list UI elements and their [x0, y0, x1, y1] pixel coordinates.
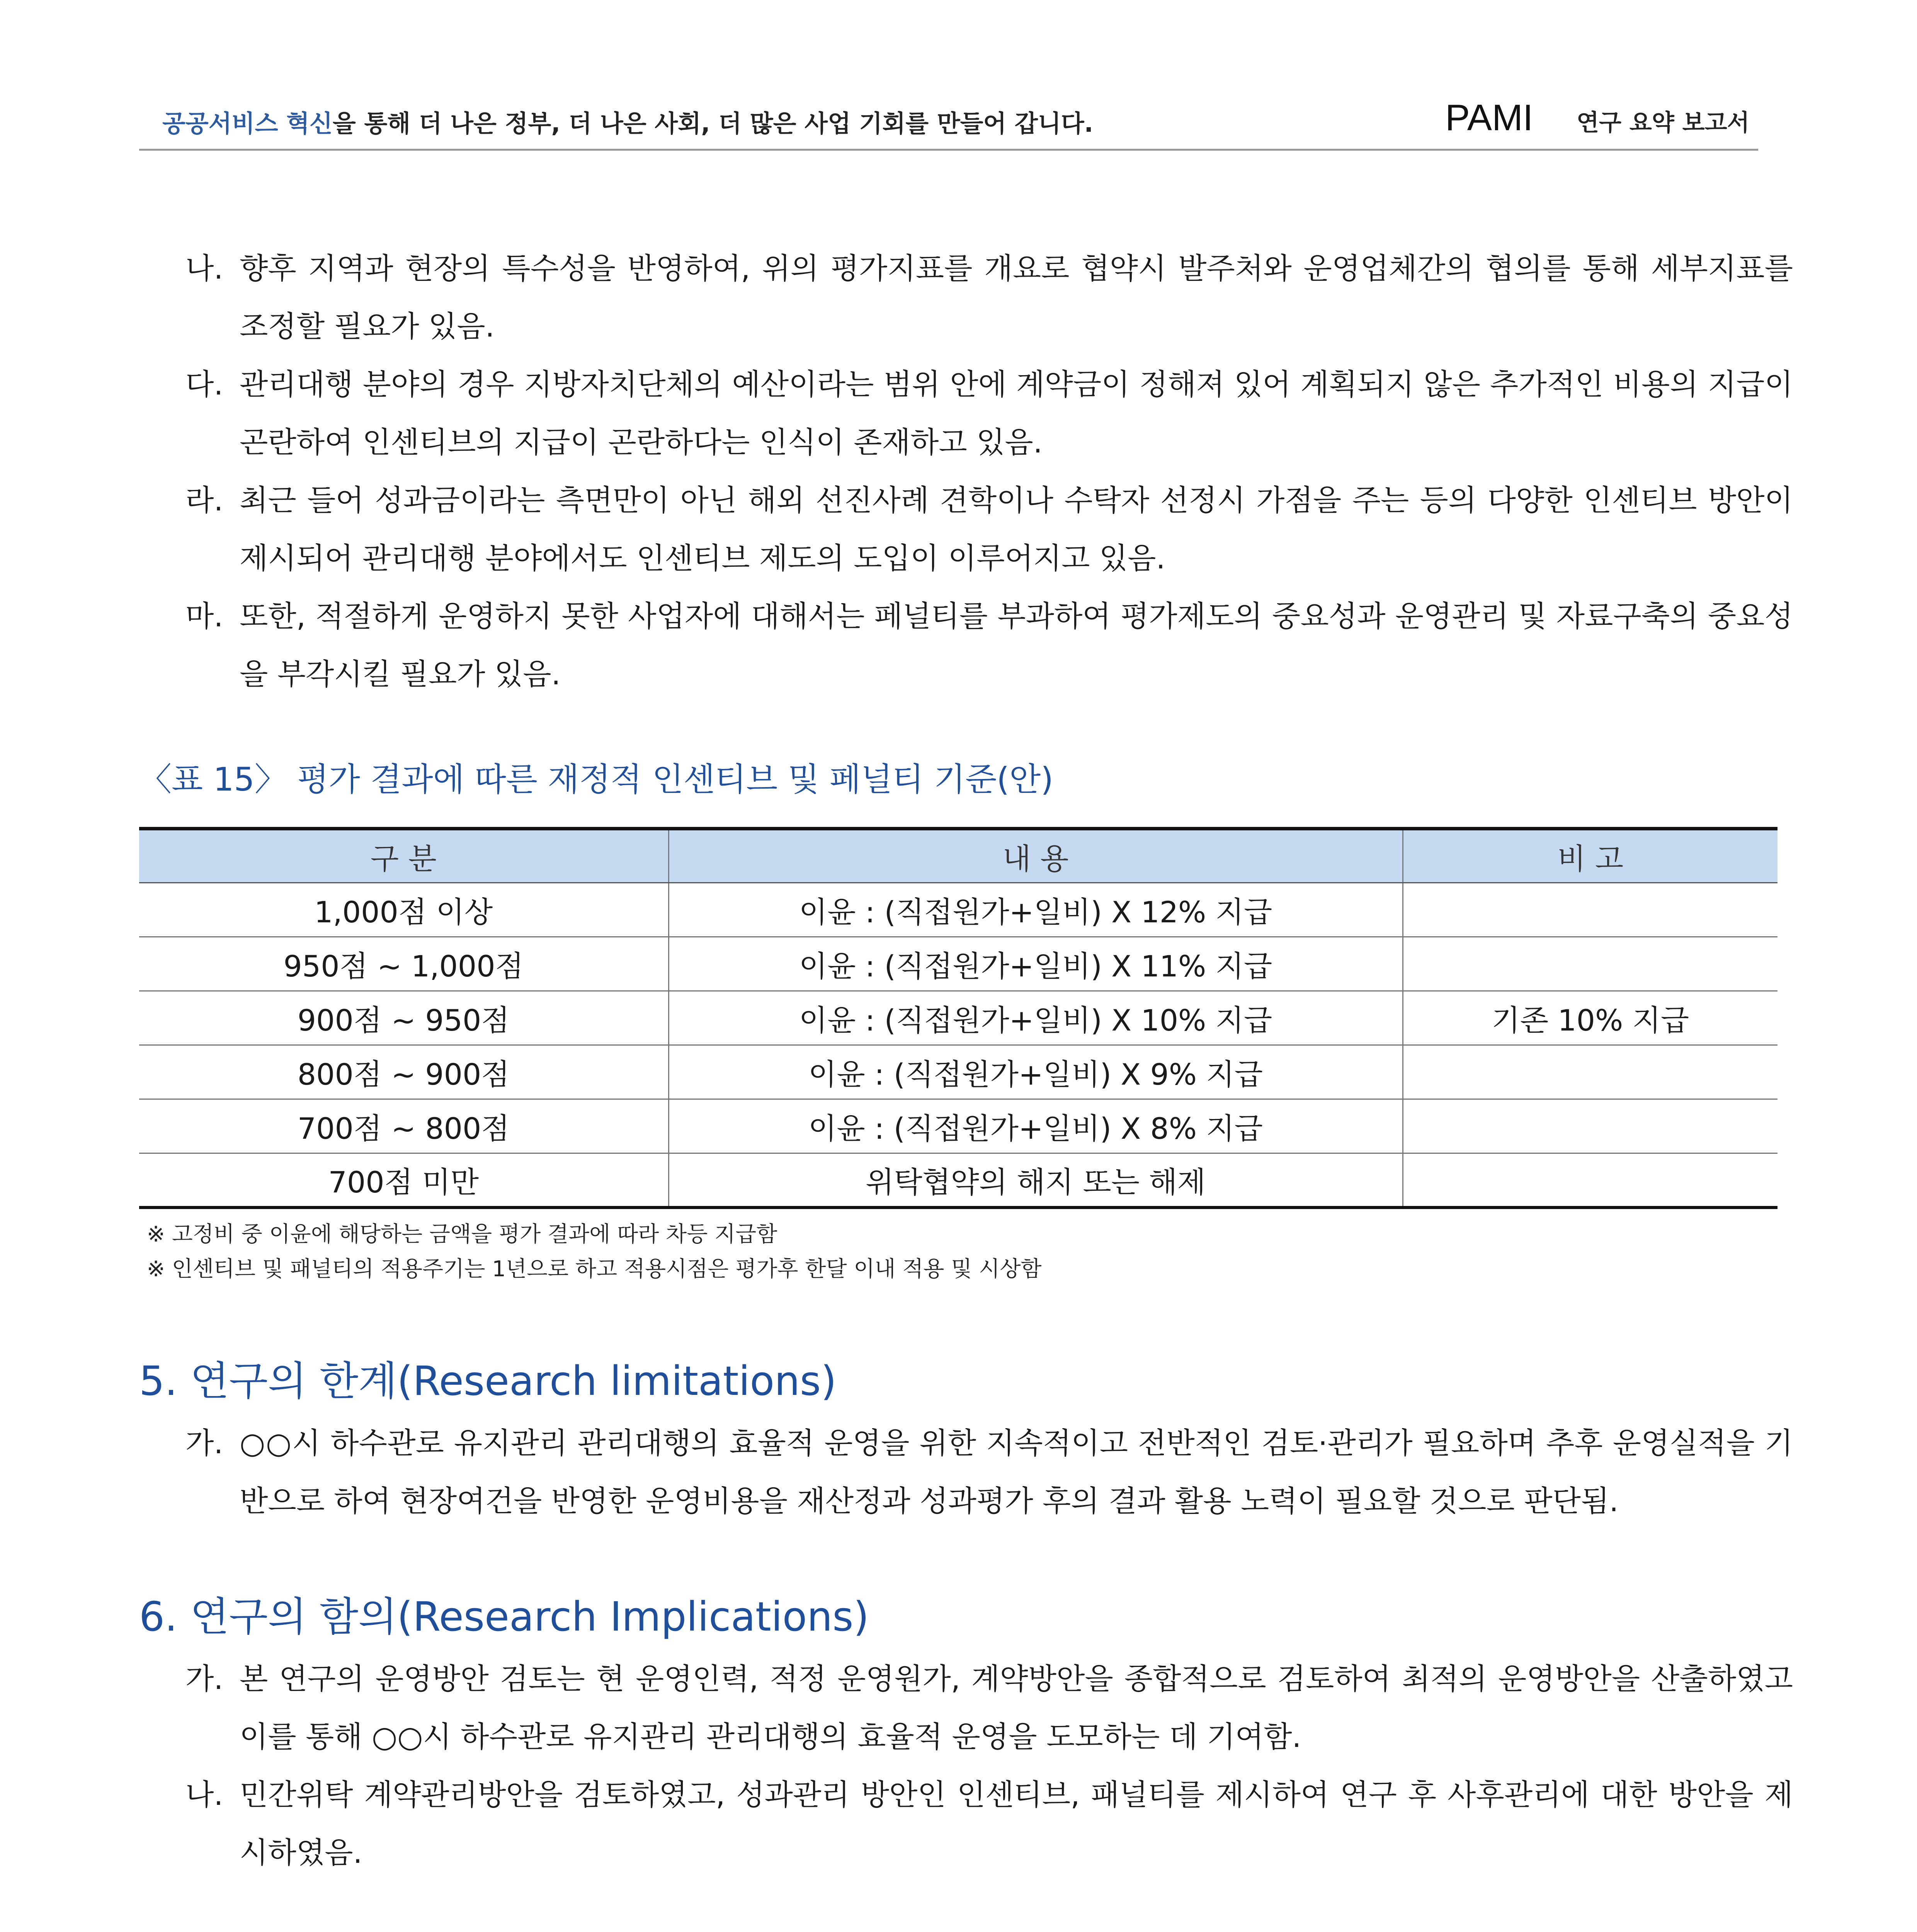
- item-marker: 가.: [185, 1662, 223, 1696]
- table-cell: 이윤 : (직접원가+일비) X 12% 지급: [668, 883, 1403, 937]
- table-row: [139, 883, 1778, 937]
- table-header-row: [139, 829, 1778, 883]
- item-text: 최근 들어 성과금이라는 측면만이 아닌 해외 선진사례 견학이나 수탁자 선정시 가점을 주는 등의 다양한 인센티브 방안이 제시되어 관리대행 분야에서도 인센티브 제도의 도입이 이루어지고 있음.: [240, 483, 1793, 575]
- table-cell: 기존 10% 지급: [1403, 991, 1778, 1045]
- item-marker: 나.: [185, 251, 223, 286]
- item-text: 향후 지역과 현장의 특수성을 반영하여, 위의 평가지표를 개요로 협약시 발주처와 운영업체간의 협의를 통해 세부지표를 조정할 필요가 있음.: [240, 251, 1793, 344]
- item-text: 또한, 적절하게 운영하지 못한 사업자에 대해서는 페널티를 부과하여 평가제도의 중요성과 운영관리 및 자료구축의 중요성을 부각시킬 필요가 있음.: [240, 599, 1793, 691]
- table-cell: [1403, 883, 1778, 937]
- table-row: [139, 1153, 1778, 1208]
- item-text: 관리대행 분야의 경우 지방자치단체의 예산이라는 범위 안에 계약금이 정해져 있어 계획되지 않은 추가적인 비용의 지급이 곤란하여 인센티브의 지급이 곤란하다는 인식이 존재하고 있음.: [240, 367, 1793, 459]
- item-marker: 마.: [185, 599, 223, 633]
- section-item: [185, 1766, 1793, 1882]
- table-cell: 900점 ~ 950점: [139, 991, 668, 1045]
- table-cell: 이윤 : (직접원가+일비) X 8% 지급: [668, 1099, 1403, 1153]
- table-cell: 800점 ~ 900점: [139, 1045, 668, 1099]
- table-cell: [1403, 1045, 1778, 1099]
- table-cell: 700점 ~ 800점: [139, 1099, 668, 1153]
- table-cell: 위탁협약의 해지 또는 해제: [668, 1153, 1403, 1208]
- table-row: [139, 991, 1778, 1045]
- section-heading: 6. 연구의 함의(Research Implications): [139, 1593, 869, 1640]
- table-cell: 1,000점 이상: [139, 883, 668, 937]
- table-cell: [1403, 1153, 1778, 1208]
- table-cell: 950점 ~ 1,000점: [139, 937, 668, 991]
- page-header: [139, 97, 1758, 151]
- intro-item: [185, 587, 1793, 703]
- header-divider: [139, 149, 1758, 151]
- section-item: [185, 1650, 1793, 1766]
- document-type: 연구 요약 보고서: [1577, 109, 1750, 136]
- item-marker: 나.: [185, 1777, 223, 1812]
- table-cell: [1403, 937, 1778, 991]
- section-item: [185, 1414, 1793, 1530]
- incentive-table: [139, 827, 1778, 1209]
- table-cell: 이윤 : (직접원가+일비) X 10% 지급: [668, 991, 1403, 1045]
- table-note: ※ 고정비 중 이윤에 해당하는 금액을 평가 결과에 따라 차등 지급함: [147, 1222, 777, 1247]
- intro-item: [185, 355, 1793, 471]
- column-header: 구 분: [139, 829, 668, 883]
- section-heading: 5. 연구의 한계(Research limitations): [139, 1357, 837, 1405]
- item-marker: 라.: [185, 483, 223, 517]
- table-row: [139, 1045, 1778, 1099]
- item-text: 본 연구의 운영방안 검토는 현 운영인력, 적정 운영원가, 계약방안을 종합적으로 검토하여 최적의 운영방안을 산출하였고 이를 통해 ○○시 하수관로 유지관리 관리대행의 효율적 운영을 도모하는 데 기여함.: [240, 1662, 1793, 1754]
- intro-item: [185, 240, 1793, 355]
- column-header: 내 용: [668, 829, 1403, 883]
- table-cell: 이윤 : (직접원가+일비) X 9% 지급: [668, 1045, 1403, 1099]
- header-tagline: [162, 104, 1093, 139]
- table-cell: 이윤 : (직접원가+일비) X 11% 지급: [668, 937, 1403, 991]
- brand-logo-text: PAMI: [1445, 97, 1533, 138]
- tagline-highlight: 공공서비스 혁신: [162, 109, 333, 138]
- item-marker: 다.: [185, 367, 223, 401]
- table-row: [139, 937, 1778, 991]
- table-row: [139, 1099, 1778, 1153]
- intro-item: [185, 471, 1793, 587]
- table-cell: 700점 미만: [139, 1153, 668, 1208]
- table-title: 〈표 15〉 평가 결과에 따른 재정적 인센티브 및 페널티 기준(안): [139, 760, 1053, 798]
- tagline-rest: 을 통해 더 나은 정부, 더 나은 사회, 더 많은 사업 기회를 만들어 갑니다.: [332, 109, 1094, 138]
- item-marker: 가.: [185, 1426, 223, 1460]
- column-header: 비 고: [1403, 829, 1778, 883]
- item-text: 민간위탁 계약관리방안을 검토하였고, 성과관리 방안인 인센티브, 패널티를 제시하여 연구 후 사후관리에 대한 방안을 제시하였음.: [240, 1777, 1793, 1870]
- table-cell: [1403, 1099, 1778, 1153]
- item-text: ○○시 하수관로 유지관리 관리대행의 효율적 운영을 위한 지속적이고 전반적인 검토·관리가 필요하며 추후 운영실적을 기반으로 하여 현장여건을 반영한 운영비용을 재산정과 성과평가 후의 결과 활용 노력이 필요할 것으로 판단됨.: [240, 1426, 1793, 1518]
- table-note: ※ 인센티브 및 패널티의 적용주기는 1년으로 하고 적용시점은 평가후 한달 이내 적용 및 시상함: [147, 1257, 1042, 1282]
